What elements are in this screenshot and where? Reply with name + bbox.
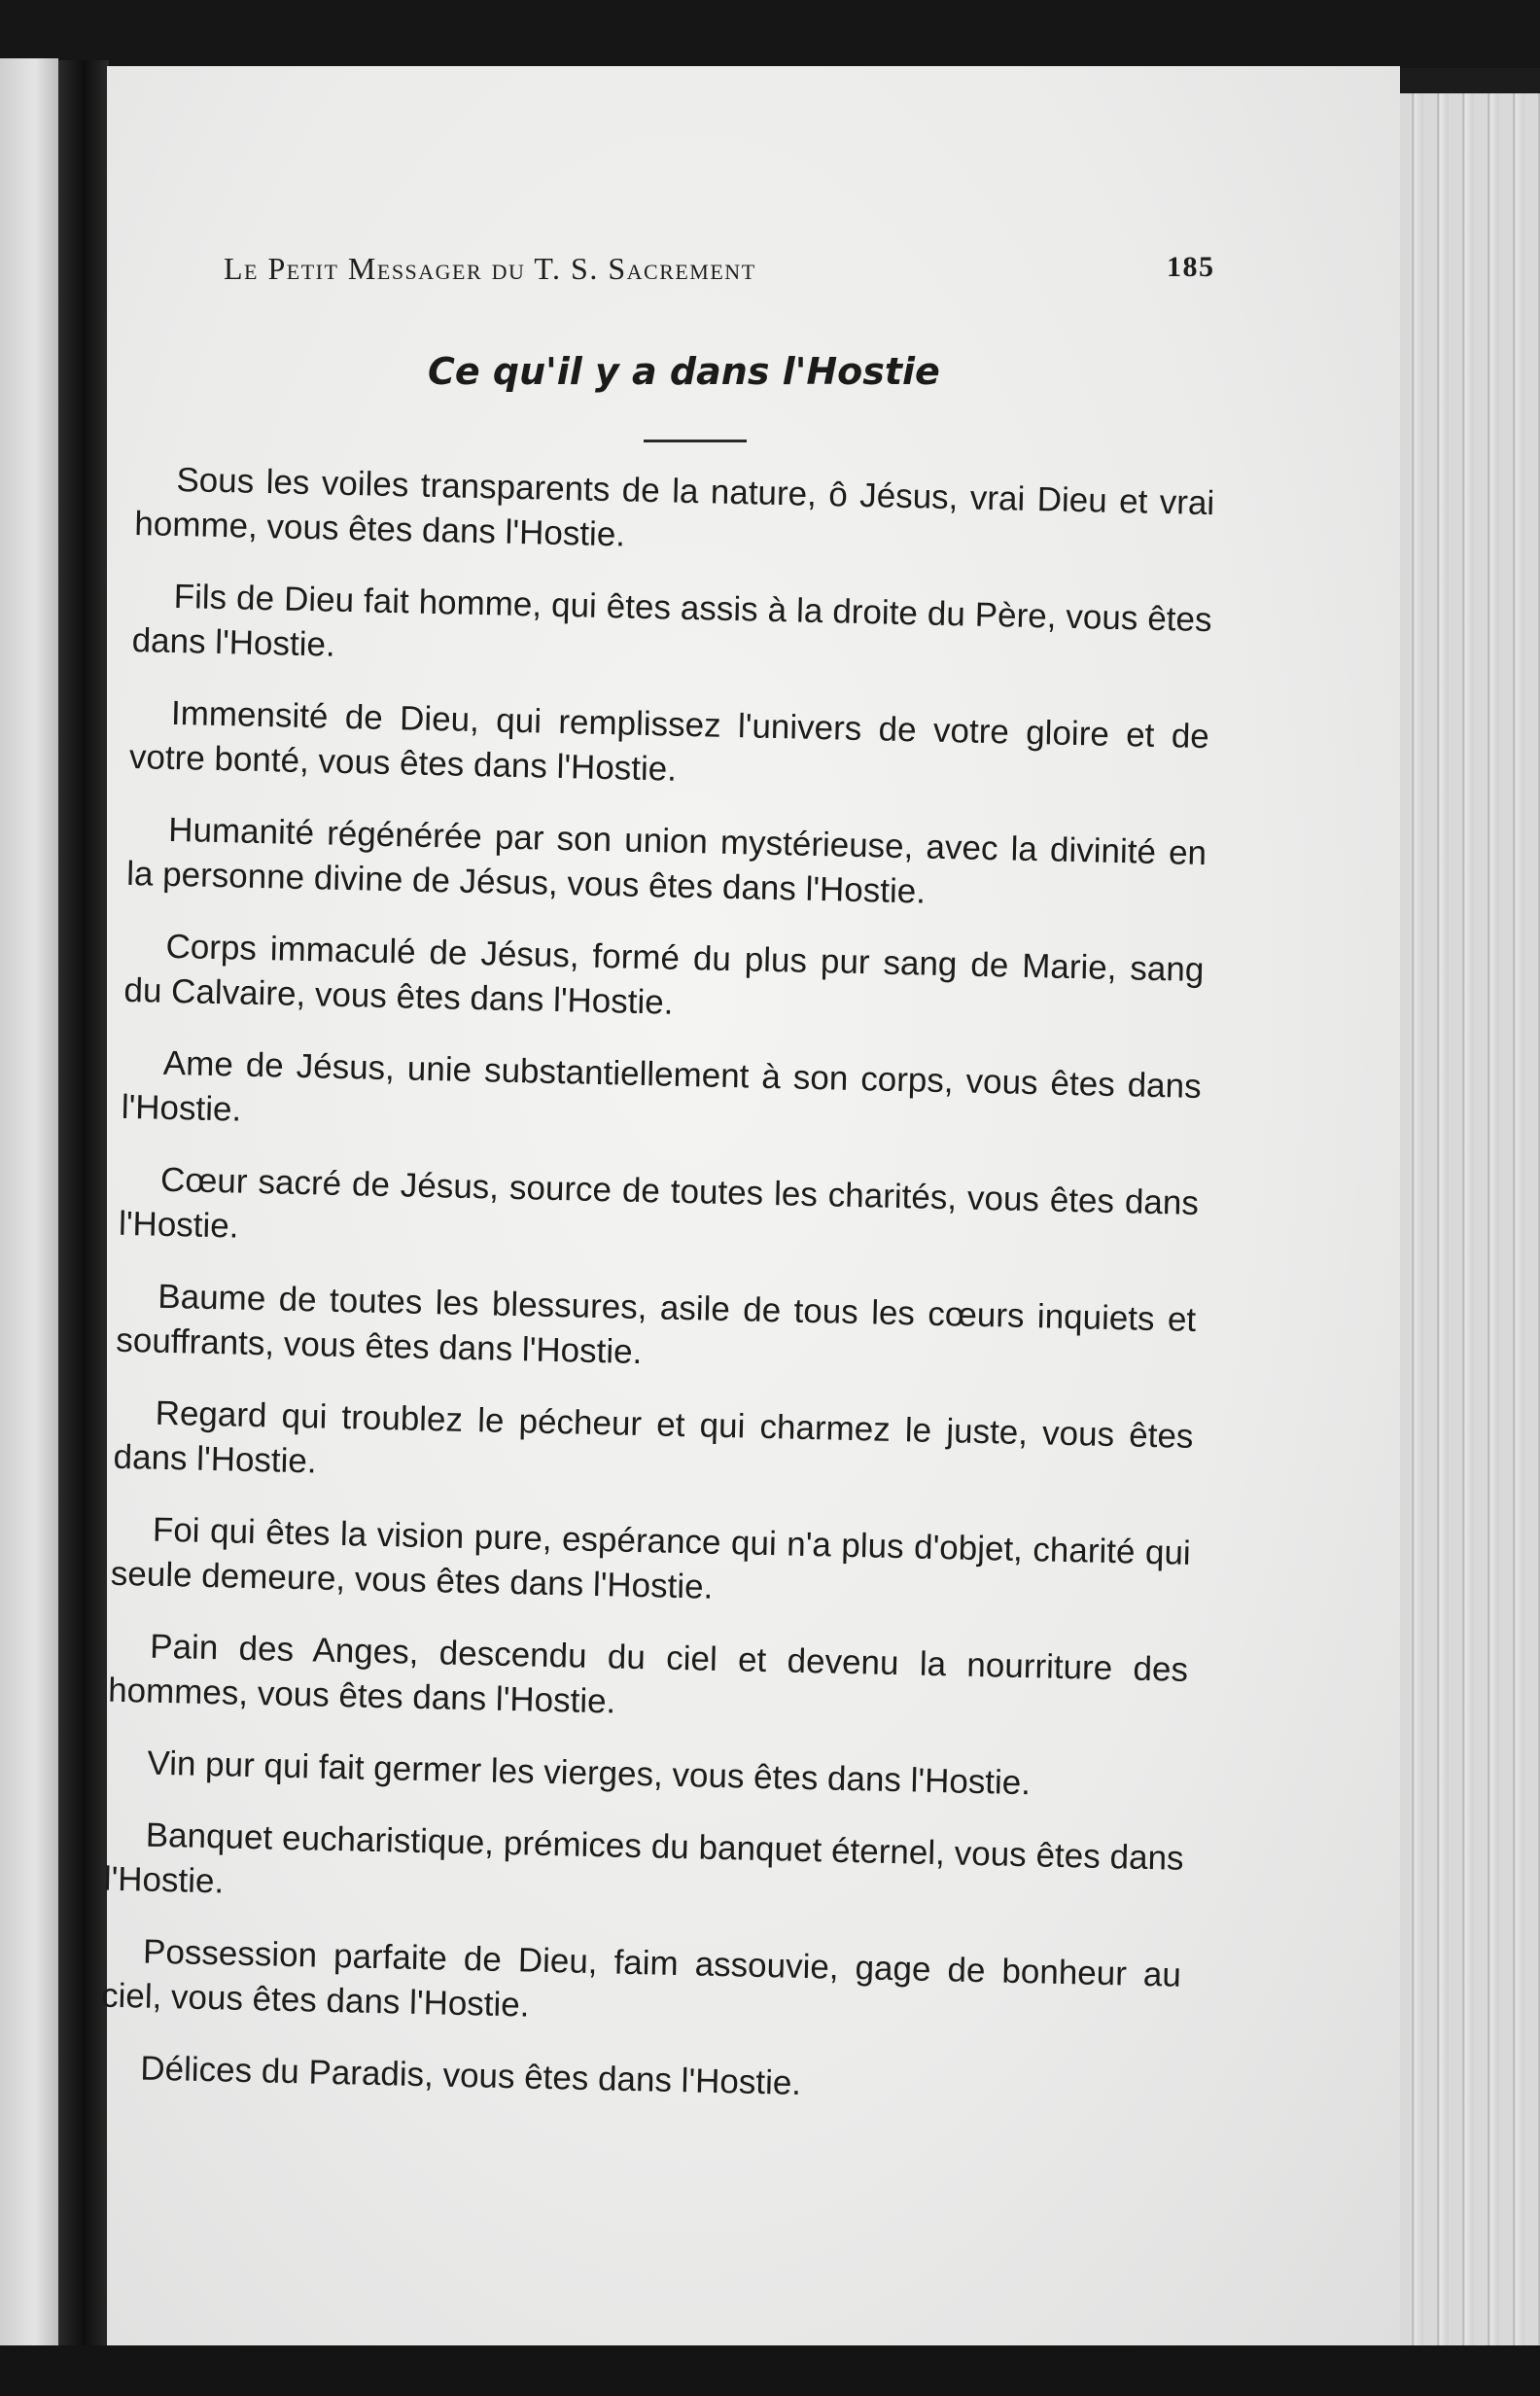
- section-heading: Ce qu'il y a dans l'Hostie: [428, 350, 940, 393]
- paragraph: Immensité de Dieu, qui remplissez l'univers de votre gloire et de votre bonté, vous êtes dans l'Hostie.: [128, 693, 1210, 789]
- page-number: 185: [1167, 251, 1215, 283]
- paragraph: Corps immaculé de Jésus, formé du plus pur sang de Marie, sang du Calvaire, vous êtes dans l'Hostie.: [123, 927, 1205, 1022]
- paragraph: Humanité régénérée par son union mystérieuse, avec la divinité en la personne divine de Jésus, vous êtes dans l'Hostie.: [125, 810, 1208, 911]
- facing-page-edge: [0, 58, 58, 2373]
- paragraph: Banquet eucharistique, prémices du banquet éternel, vous êtes dans l'Hostie.: [103, 1815, 1185, 1901]
- running-header: [224, 251, 1215, 287]
- running-title: Le Petit Messager du T. S. Sacrement: [224, 251, 756, 286]
- paragraph: Fils de Dieu fait homme, qui êtes assis à la droite du Père, vous êtes dans l'Hostie.: [131, 577, 1212, 664]
- paragraph: Regard qui troublez le pécheur et qui charmez le juste, vous êtes dans l'Hostie.: [113, 1393, 1194, 1481]
- paragraph: Sous les voiles transparents de la nature, ô Jésus, vrai Dieu et vrai homme, vous êtes dans l'Hostie.: [134, 460, 1215, 554]
- paragraph: Délices du Paradis, vous êtes dans l'Hostie.: [139, 2049, 802, 2102]
- paragraph: Cœur sacré de Jésus, source de toutes les charités, vous êtes dans l'Hostie.: [118, 1160, 1200, 1246]
- body-text: [98, 457, 1214, 2142]
- paragraph: Vin pur qui fait germer les vierges, vous êtes dans l'Hostie.: [147, 1744, 1032, 1803]
- paragraph: Foi qui êtes la vision pure, espérance qui n'a plus d'objet, charité qui seule demeure, vous êtes dans l'Hostie.: [110, 1510, 1192, 1606]
- paragraph: Ame de Jésus, unie substantiellement à son corps, vous êtes dans l'Hostie.: [121, 1043, 1203, 1129]
- paragraph: Possession parfaite de Dieu, faim assouvie, gage de bonheur au ciel, vous êtes dans l'Hostie.: [100, 1932, 1182, 2025]
- background-bottom: [0, 2345, 1540, 2396]
- heading-rule: [644, 440, 747, 442]
- background-top: [0, 0, 1540, 68]
- paragraph: Pain des Anges, descendu du ciel et devenu la nourriture des hommes, vous êtes dans l'Hostie.: [107, 1627, 1189, 1721]
- paragraph: Baume de toutes les blessures, asile de tous les cœurs inquiets et souffrants, vous êtes dans l'Hostie.: [115, 1277, 1197, 1372]
